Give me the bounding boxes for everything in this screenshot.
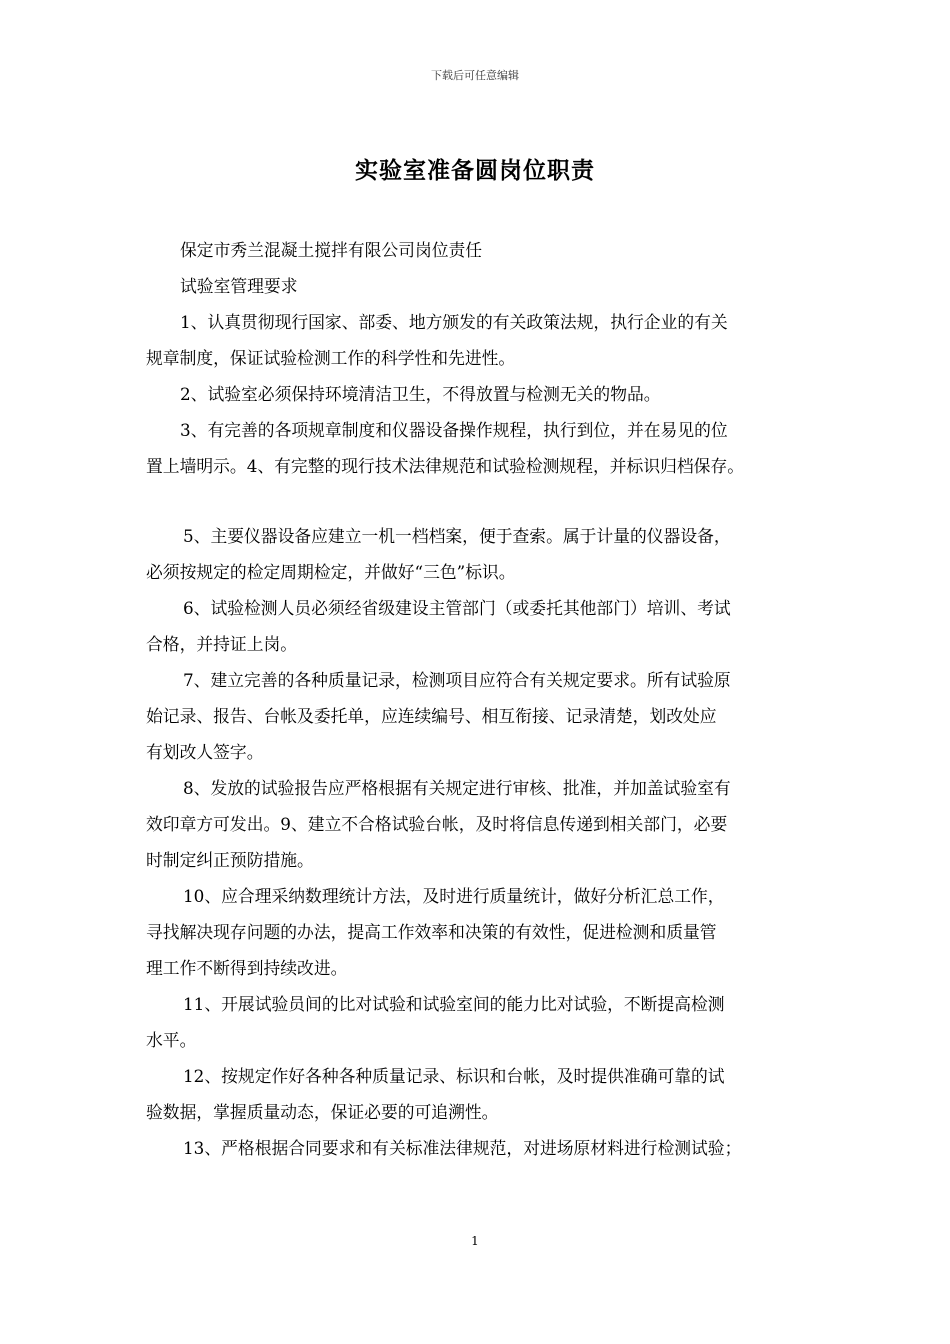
paragraph-line: 11、开展试验员间的比对试验和试验室间的能力比对试验，不断提高检测: [183, 994, 725, 1014]
paragraph-line: 规章制度，保证试验检测工作的科学性和先进性。: [146, 348, 516, 368]
page-title: 实验室准备圆岗位职责: [355, 157, 595, 184]
document-body: [146, 232, 818, 1166]
paragraph-line: 13、严格根据合同要求和有关标准法律规范，对进场原材料进行检测试验；: [183, 1138, 742, 1158]
section-heading: 试验室管理要求: [180, 276, 298, 296]
header-note: 下载后可任意编辑: [431, 69, 519, 82]
paragraph-line: 8、发放的试验报告应严格根据有关规定进行审核、批准，并加盖试验室有: [183, 778, 731, 798]
page-number: 1: [471, 1234, 479, 1248]
paragraph-line: 1、认真贯彻现行国家、部委、地方颁发的有关政策法规，执行企业的有关: [180, 312, 728, 332]
paragraph-line: 6、试验检测人员必须经省级建设主管部门（或委托其他部门）培训、考试: [183, 598, 731, 618]
paragraph-line: 7、建立完善的各种质量记录，检测项目应符合有关规定要求。所有试验原: [183, 670, 731, 690]
paragraph-line: 理工作不断得到持续改进。: [146, 958, 348, 978]
paragraph-line: 效印章方可发出。9、建立不合格试验台帐，及时将信息传递到相关部门，必要: [146, 814, 728, 834]
paragraph-line: 水平。: [146, 1030, 197, 1050]
company-line: 保定市秀兰混凝土搅拌有限公司岗位责任: [180, 240, 483, 260]
paragraph-line: 合格，并持证上岗。: [146, 634, 298, 654]
blank-line: [146, 484, 818, 518]
paragraph-line: 5、主要仪器设备应建立一机一档档案，便于查索。属于计量的仪器设备，: [183, 526, 731, 546]
paragraph-line: 寻找解决现存问题的办法，提高工作效率和决策的有效性，促进检测和质量管: [146, 922, 717, 942]
paragraph-line: 置上墙明示。4、有完整的现行技术法律规范和试验检测规程，并标识归档保存。: [146, 456, 745, 476]
paragraph-line: 必须按规定的检定周期检定，并做好“三色”标识。: [146, 562, 516, 582]
paragraph-line: 时制定纠正预防措施。: [146, 850, 314, 870]
paragraph-line: 3、有完善的各项规章制度和仪器设备操作规程，执行到位，并在易见的位: [180, 420, 728, 440]
paragraph-line: 始记录、报告、台帐及委托单，应连续编号、相互衔接、记录清楚，划改处应: [146, 706, 717, 726]
paragraph-line: 验数据，掌握质量动态，保证必要的可追溯性。: [146, 1102, 499, 1122]
paragraph-line: 10、应合理采纳数理统计方法，及时进行质量统计，做好分析汇总工作，: [183, 886, 725, 906]
paragraph-line: 12、按规定作好各种各种质量记录、标识和台帐，及时提供准确可靠的试: [183, 1066, 725, 1086]
paragraph-line: 2、试验室必须保持环境清洁卫生，不得放置与检测无关的物品。: [180, 384, 661, 404]
paragraph-line: 有划改人签字。: [146, 742, 264, 762]
